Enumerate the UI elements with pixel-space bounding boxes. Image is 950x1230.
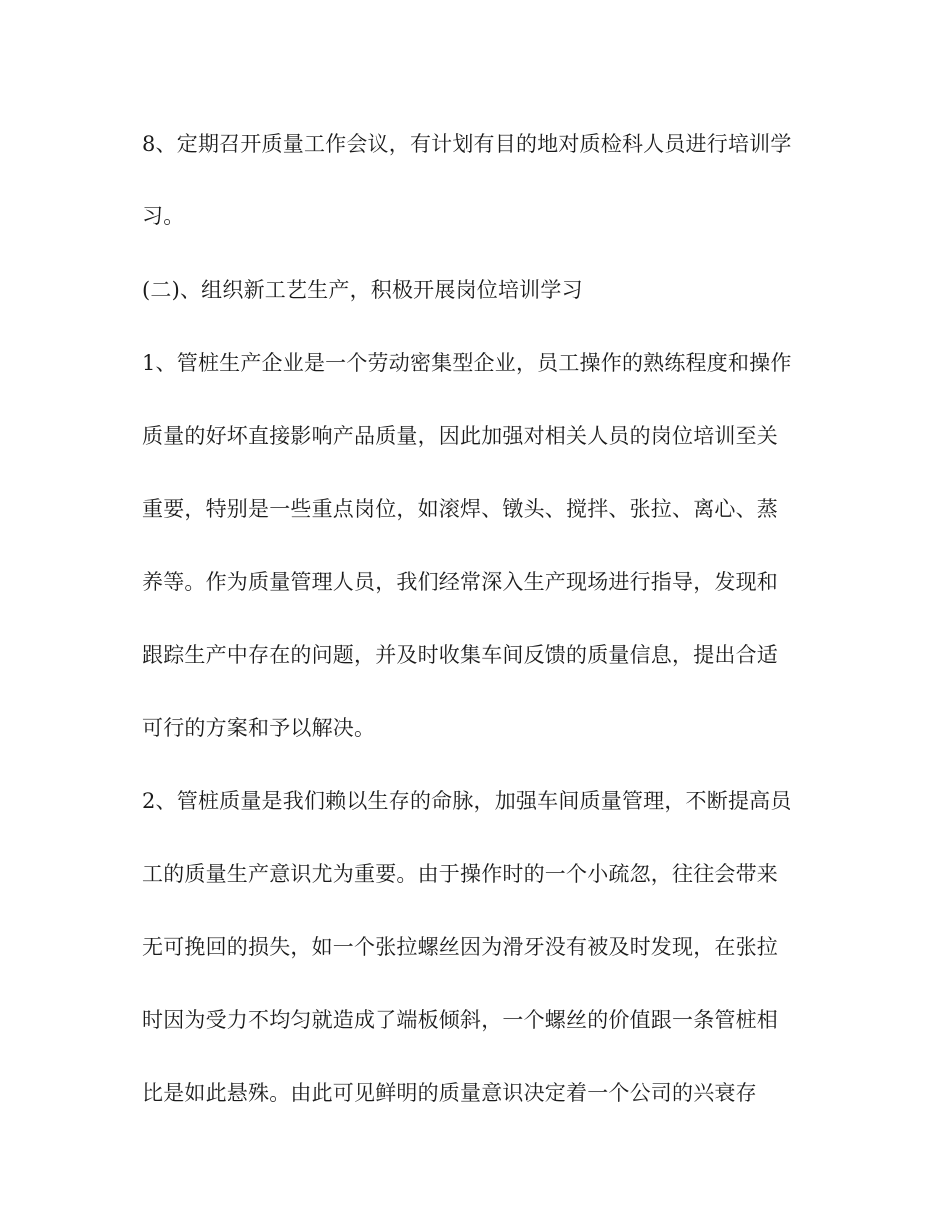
text-line: 比是如此悬殊。由此可见鲜明的质量意识决定着一个公司的兴衰存 (142, 1081, 757, 1105)
text-line: 无可挽回的损失，如一个张拉螺丝因为滑牙没有被及时发现，在张拉 (142, 935, 778, 959)
text-line: 跟踪生产中存在的问题，并及时收集车间反馈的质量信息，提出合适 (142, 643, 778, 667)
text-line: 习。 (142, 204, 185, 228)
text-line: 2、管桩质量是我们赖以生存的命脉，加强车间质量管理，不断提高员 (142, 789, 792, 813)
text-line: 重要，特别是一些重点岗位，如滚焊、镦头、搅拌、张拉、离心、蒸 (142, 497, 778, 521)
text-line: 8、定期召开质量工作会议，有计划有目的地对质检科人员进行培训学 (142, 132, 792, 156)
text-line: 时因为受力不均匀就造成了端板倾斜，一个螺丝的价值跟一条管桩相 (142, 1008, 778, 1032)
text-line: 1、管桩生产企业是一个劳动密集型企业，员工操作的熟练程度和操作 (142, 351, 792, 375)
text-line: 可行的方案和予以解决。 (142, 716, 376, 740)
text-line: 养等。作为质量管理人员，我们经常深入生产现场进行指导，发现和 (142, 570, 778, 594)
section-heading: (二)、组织新工艺生产，积极开展岗位培训学习 (142, 278, 583, 302)
text-line: 质量的好坏直接影响产品质量，因此加强对相关人员的岗位培训至关 (142, 424, 778, 448)
text-line: 工的质量生产意识尤为重要。由于操作时的一个小疏忽，往往会带来 (142, 862, 778, 886)
